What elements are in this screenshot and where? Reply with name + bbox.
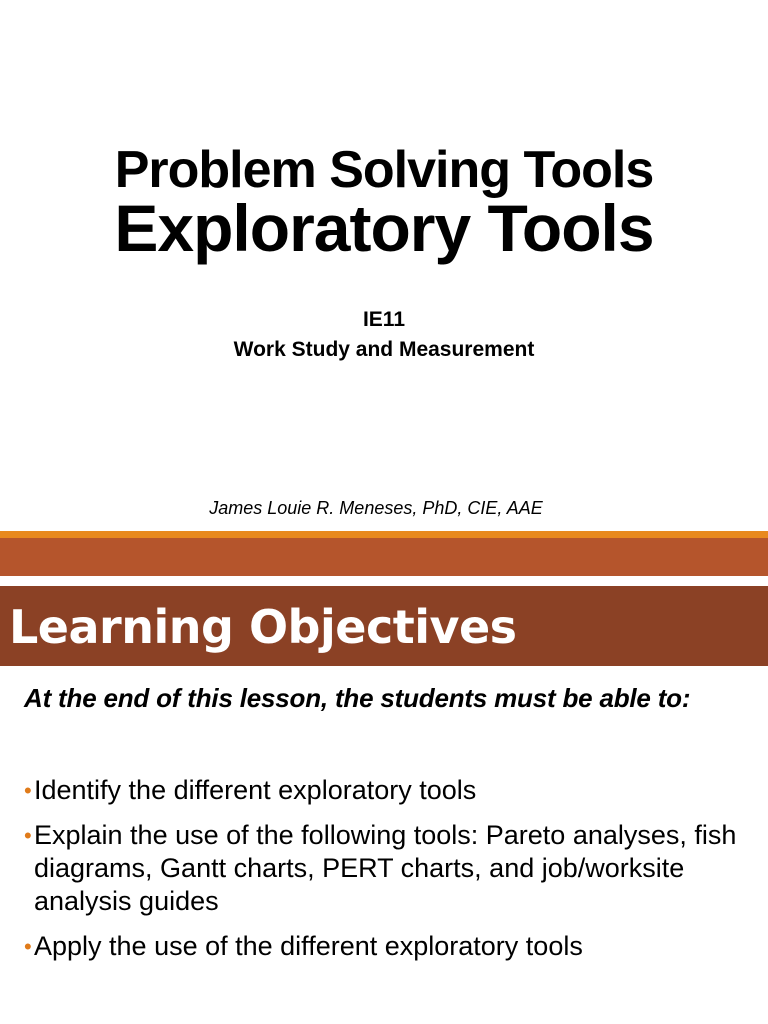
slide-title-line2: Exploratory Tools [114, 191, 654, 265]
bullet-icon: • [24, 934, 32, 959]
objectives-intro: At the end of this lesson, the students must be able to: [24, 683, 691, 713]
slide-title-line1: Problem Solving Tools [114, 141, 654, 199]
list-item [24, 819, 744, 918]
list-item-text: Identify the different exploratory tools [34, 775, 477, 805]
accent-stripe [0, 531, 768, 538]
list-item-text: Explain the use of the following tools: Pareto analyses, fish diagrams, Gantt charts, PERT charts, and job/worksite analysis guides [34, 820, 737, 916]
footer-band [0, 538, 768, 576]
course-code: IE11 [362, 308, 406, 331]
list-item-text: Apply the use of the different exploratory tools [34, 931, 583, 961]
objectives-heading: Learning Objectives [9, 600, 517, 654]
bullet-icon: • [24, 778, 32, 803]
author-credit: James Louie R. Meneses, PhD, CIE, AAE [209, 498, 543, 518]
course-name: Work Study and Measurement [233, 338, 535, 361]
objectives-list [24, 774, 744, 975]
bullet-icon: • [24, 823, 32, 848]
list-item [24, 774, 744, 807]
objectives-header-bar [0, 586, 768, 666]
objectives-slide [0, 576, 768, 1024]
list-item [24, 930, 744, 963]
